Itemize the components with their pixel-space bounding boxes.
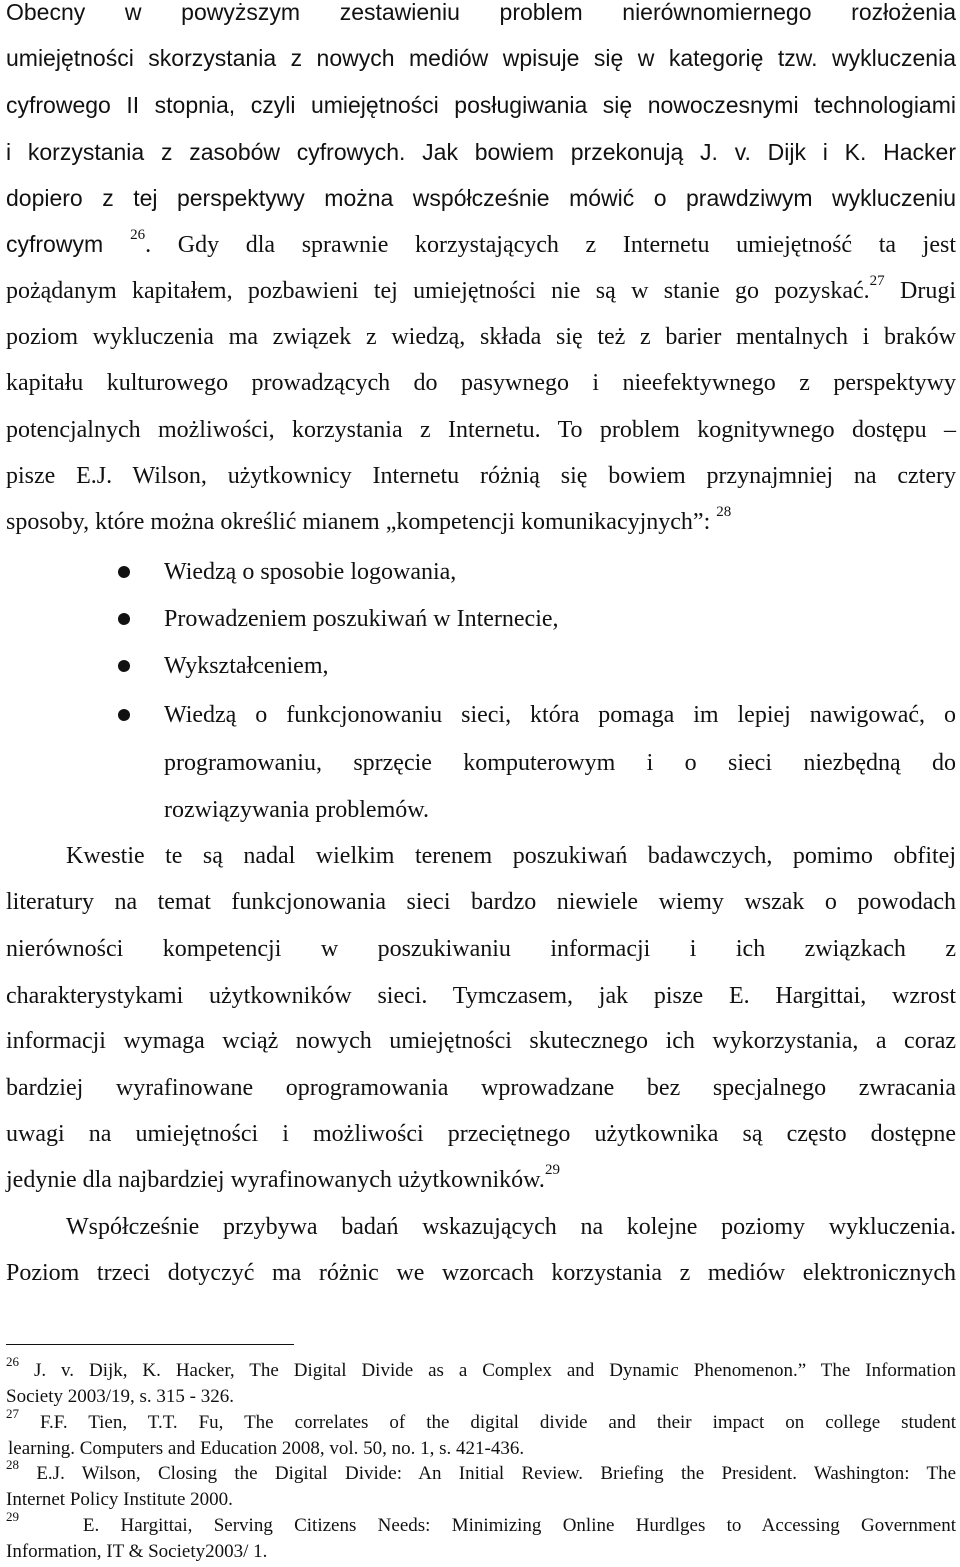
footnote-line: learning. Computers and Education 2008, vol. 50, no. 1, s. 421-436. (8, 1438, 525, 1459)
footnote-ref[interactable]: 28 (716, 504, 732, 520)
paragraph-line: Kwestie te są nadal wielkim terenem poszukiwań badawczych, pomimo obfitej (66, 843, 956, 869)
paragraph-line: nierówności kompetencji w poszukiwaniu informacji i ich związkach z (6, 936, 956, 962)
line-text: . Gdy dla sprawnie korzystających z Internetu umiejętność ta jest (145, 232, 956, 258)
paragraph-line: potencjalnych możliwości, korzystania z Internetu. To problem kognitywnego dostępu – (6, 417, 956, 443)
footnote-line (6, 1508, 957, 1538)
footnote-text: E. Hargittai, Serving Citizens Needs: Minimizing Online Hurdlges to Accessing Government (82, 1515, 957, 1536)
footnote-text: J. v. Dijk, K. Hacker, The Digital Divide as a Complex and Dynamic Phenomenon.” The Information (33, 1360, 956, 1381)
footnote-line (6, 1405, 956, 1435)
paragraph-line: cyfrowego II stopnia, czyli umiejętności posługiwania się nowoczesnymi technologiami (6, 92, 956, 118)
line-text: pożądanym kapitałem, pozbawieni tej umiejętności nie są w stanie go pozyskać. (6, 278, 870, 304)
footnote-line (6, 1456, 956, 1486)
list-item-continuation: programowaniu, sprzęcie komputerowym i o sieci niezbędną do (164, 750, 956, 776)
footnote-line: Internet Policy Institute 2000. (6, 1489, 233, 1510)
line-text: jedynie dla najbardziej wyrafinowanych użytkowników. (6, 1167, 545, 1193)
paragraph-line: informacji wymaga wciąż nowych umiejętności skutecznego ich wykorzystania, a coraz (6, 1028, 956, 1054)
paragraph-line: bardziej wyrafinowane oprogramowania wprowadzane bez specjalnego zwracania (6, 1075, 956, 1101)
footnote-separator (6, 1344, 294, 1345)
bullet-icon (118, 709, 130, 721)
footnote-number: 26 (6, 1353, 19, 1369)
footnote-ref[interactable]: 29 (544, 1162, 560, 1178)
paragraph-line: charakterystykami użytkowników sieci. Tymczasem, jak pisze E. Hargittai, wzrost (6, 983, 956, 1009)
list-item: Prowadzeniem poszukiwań w Internecie, (164, 606, 559, 632)
footnote-line: Information, IT & Society2003/ 1. (6, 1541, 268, 1562)
paragraph-line: uwagi na umiejętności i możliwości przeciętnego użytkownika są często dostępne (6, 1121, 956, 1147)
list-item: Wiedzą o sposobie logowania, (164, 559, 457, 585)
list-item: Wykształceniem, (164, 653, 329, 679)
bullet-icon (118, 613, 130, 625)
paragraph-line (6, 1162, 956, 1195)
paragraph-line: Poziom trzeci dotyczyć ma różnic we wzorcach korzystania z mediów elektronicznych (6, 1260, 956, 1286)
paragraph-line: poziom wykluczenia ma związek z wiedzą, składa się też z barier mentalnych i braków (6, 324, 956, 350)
footnote-text: F.F. Tien, T.T. Fu, The correlates of the digital divide and their impact on college student (39, 1412, 956, 1433)
footnote-ref[interactable]: 27 (869, 273, 885, 289)
footnote-ref[interactable]: 26 (130, 227, 146, 243)
line-text: sposoby, które można określić mianem „kompetencji komunikacyjnych”: (6, 509, 711, 535)
bullet-icon (118, 660, 130, 672)
paragraph-line: Obecny w powyższym zestawieniu problem nierównomiernego rozłożenia (6, 0, 956, 25)
line-text: cyfrowym (6, 231, 131, 257)
footnote-line: Society 2003/19, s. 315 - 326. (6, 1386, 234, 1407)
paragraph-line: i korzystania z zasobów cyfrowych. Jak bowiem przekonują J. v. Dijk i K. Hacker (6, 139, 956, 165)
footnote-line (6, 1353, 956, 1383)
paragraph-line: dopiero z tej perspektywy można współcześnie mówić o prawdziwym wykluczeniu (6, 185, 956, 211)
footnote-number: 29 (6, 1508, 19, 1524)
paragraph-line (6, 273, 956, 306)
paragraph-line: kapitału kulturowego prowadzących do pasywnego i nieefektywnego z perspektywy (6, 370, 956, 396)
list-item: Wiedzą o funkcjonowaniu sieci, która pomaga im lepiej nawigować, o (164, 702, 956, 728)
paragraph-line: pisze E.J. Wilson, użytkownicy Internetu różnią się bowiem przynajmniej na cztery (6, 463, 956, 489)
paragraph-line (6, 229, 956, 260)
footnote-text: E.J. Wilson, Closing the Digital Divide: An Initial Review. Briefing the President. Washington: The (36, 1463, 956, 1484)
line-text: Drugi (884, 278, 956, 304)
footnote-number: 28 (6, 1456, 19, 1472)
bullet-icon (118, 566, 130, 578)
paragraph-line: Współcześnie przybywa badań wskazujących na kolejne poziomy wykluczenia. (66, 1214, 956, 1240)
paragraph-line: umiejętności skorzystania z nowych mediów wpisuje się w kategorię tzw. wykluczenia (6, 45, 956, 71)
paragraph-line (6, 504, 956, 537)
paragraph-line: literatury na temat funkcjonowania sieci bardzo niewiele wiemy wszak o powodach (6, 889, 956, 915)
footnote-number: 27 (6, 1405, 19, 1421)
list-item-continuation: rozwiązywania problemów. (164, 797, 430, 823)
